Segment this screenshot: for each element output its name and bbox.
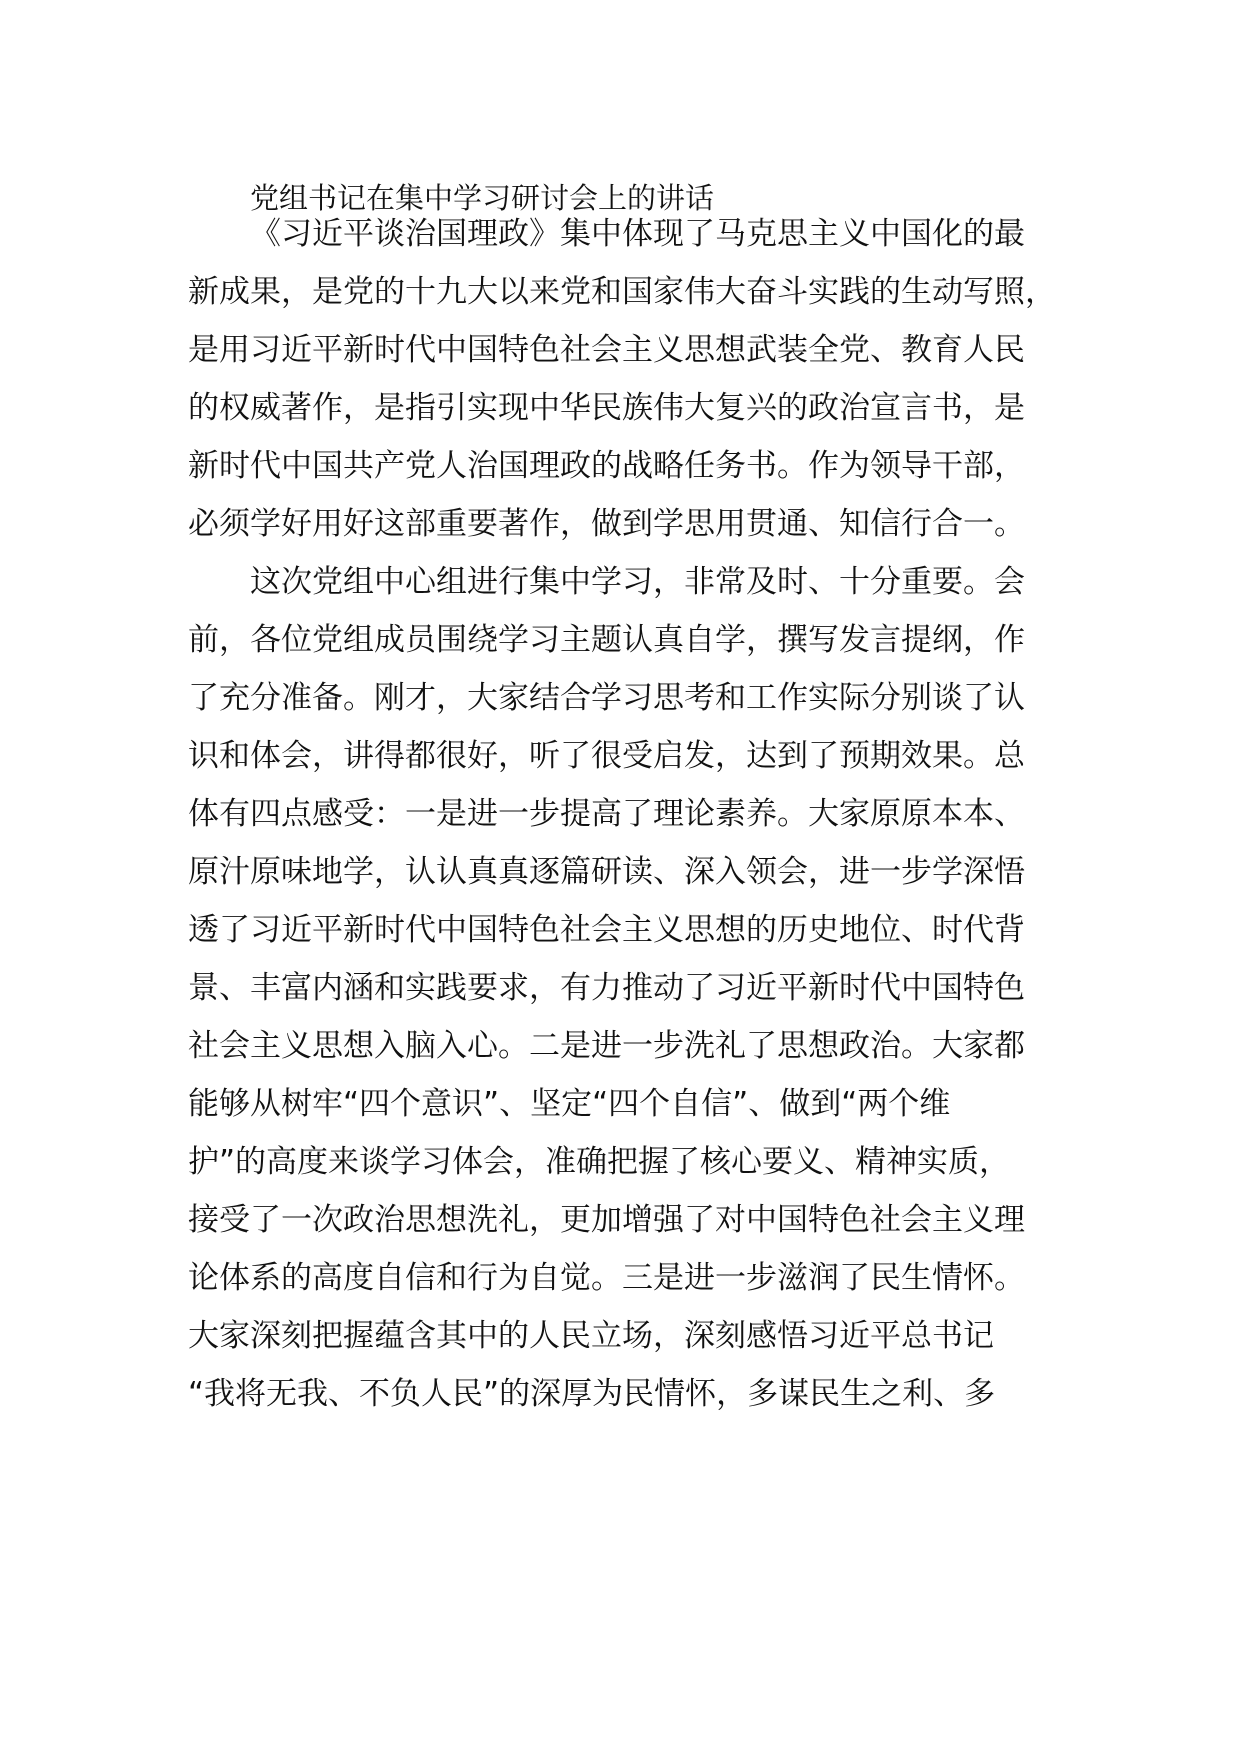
paragraph-line: 是用习近平新时代中国特色社会主义思想武装全党、教育人民	[188, 332, 1025, 368]
paragraph-line: 透了习近平新时代中国特色社会主义思想的历史地位、时代背	[188, 912, 1025, 948]
paragraph-line: 原汁原味地学，认认真真逐篇研读、深入领会，进一步学深悟	[188, 854, 1025, 890]
document-title: 党组书记在集中学习研讨会上的讲话	[250, 181, 715, 215]
paragraph-line: 这次党组中心组进行集中学习，非常及时、十分重要。会	[250, 564, 1025, 600]
paragraph-line: 社会主义思想入脑入心。二是进一步洗礼了思想政治。大家都	[188, 1028, 1025, 1064]
paragraph-line: 的权威著作，是指引实现中华民族伟大复兴的政治宣言书，是	[188, 390, 1025, 426]
paragraph-line: 论体系的高度自信和行为自觉。三是进一步滋润了民生情怀。	[188, 1260, 1025, 1296]
paragraph-line: 大家深刻把握蕴含其中的人民立场，深刻感悟习近平总书记	[188, 1318, 994, 1354]
paragraph-line: 新成果，是党的十九大以来党和国家伟大奋斗实践的生动写照，	[188, 274, 1056, 310]
paragraph-line: “我将无我、不负人民”的深厚为民情怀，多谋民生之利、多	[188, 1376, 996, 1412]
paragraph-line: 体有四点感受：一是进一步提高了理论素养。大家原原本本、	[188, 796, 1025, 832]
paragraph-line: 识和体会，讲得都很好，听了很受启发，达到了预期效果。总	[188, 738, 1025, 774]
paragraph-line: 能够从树牢“四个意识”、坚定“四个自信”、做到“两个维	[188, 1086, 951, 1122]
paragraph-line: 景、丰富内涵和实践要求，有力推动了习近平新时代中国特色	[188, 970, 1025, 1006]
paragraph-line: 接受了一次政治思想洗礼，更加增强了对中国特色社会主义理	[188, 1202, 1025, 1238]
paragraph-line: 《习近平谈治国理政》集中体现了马克思主义中国化的最	[250, 216, 1025, 252]
paragraph-line: 前，各位党组成员围绕学习主题认真自学，撰写发言提纲，作	[188, 622, 1025, 658]
paragraph-line: 必须学好用好这部重要著作，做到学思用贯通、知信行合一。	[188, 506, 1025, 542]
paragraph-line: 了充分准备。刚才，大家结合学习思考和工作实际分别谈了认	[188, 680, 1025, 716]
paragraph-line: 新时代中国共产党人治国理政的战略任务书。作为领导干部，	[188, 448, 1025, 484]
paragraph-line: 护”的高度来谈学习体会，准确把握了核心要义、精神实质，	[188, 1144, 1011, 1180]
